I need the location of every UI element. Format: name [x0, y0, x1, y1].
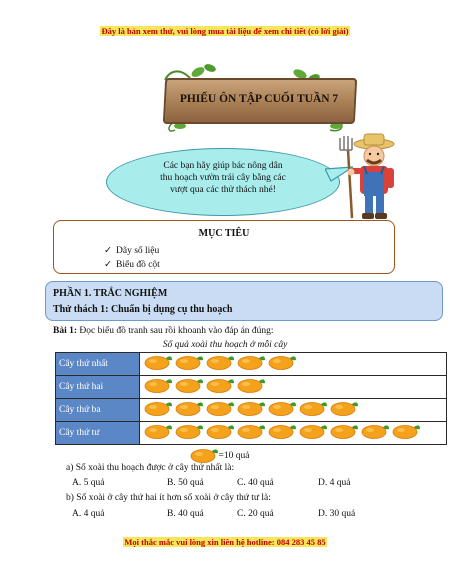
pictograph-row [56, 353, 447, 376]
mango-icon [206, 422, 235, 444]
mango-icon [237, 376, 266, 398]
mango-cell [140, 376, 447, 399]
mango-icon [144, 399, 173, 421]
mango-icon [237, 353, 266, 375]
pictograph-row [56, 376, 447, 399]
mango-icon [268, 422, 297, 439]
mango-icon [268, 353, 297, 375]
goals-title: MỤC TIÊU [198, 228, 250, 239]
mango-icon [175, 399, 204, 416]
mango-icon [206, 422, 235, 439]
goal-item: ✓ Biểu đồ cột [104, 260, 160, 270]
tree-label: Cây thứ ba [56, 399, 140, 422]
bubble-text: Các bạn hãy giúp bác nông dân thu hoạch vườn trái cây bằng các vượt qua các thử thách nhé! [160, 161, 286, 195]
mango-icon [190, 446, 219, 463]
mango-icon [330, 422, 359, 444]
preview-notice: Đây là bản xem thử, vui lòng mua tài liệu để xem chi tiết (có lời giải) [101, 26, 349, 36]
mango-icon [206, 399, 235, 416]
mango-icon [144, 376, 173, 393]
mango-icon [175, 399, 204, 421]
mango-icon [268, 399, 297, 421]
mango-icon [175, 422, 204, 439]
sub-question-b: b) Số xoài ở cây thứ hai ít hơn số xoài ở cây thứ tư là: [66, 493, 271, 503]
question-1: Bài 1: Đọc biểu đồ tranh sau rồi khoanh vào đáp án đúng: [53, 326, 274, 336]
worksheet-title: PHIẾU ÔN TẬP CUỐI TUẦN 7 [179, 93, 339, 105]
farmer-illustration [334, 130, 406, 222]
section-header [45, 281, 443, 321]
part-title: PHẦN 1. TRẮC NGHIỆM [53, 288, 168, 299]
goal-item: ✓ Dãy số liệu [104, 246, 160, 256]
option[interactable]: D. 30 quả [318, 509, 356, 519]
chart-title: Số quả xoài thu hoạch ở mỗi cây [162, 340, 288, 350]
mango-icon [144, 376, 173, 398]
mango-icon [237, 422, 266, 439]
mango-icon [206, 376, 235, 398]
mango-icon [206, 353, 235, 370]
challenge-title: Thử thách 1: Chuẩn bị dụng cụ thu hoạch [53, 304, 233, 315]
mango-icon [299, 422, 328, 439]
mango-icon [144, 353, 173, 370]
mango-cell [140, 399, 447, 422]
option[interactable]: C. 20 quả [237, 509, 274, 519]
mango-icon [144, 353, 173, 375]
mango-icon [237, 399, 266, 421]
option[interactable]: A. 5 quả [72, 478, 105, 488]
mango-icon [392, 422, 421, 444]
mango-icon [299, 399, 328, 421]
pictograph-row [56, 422, 447, 445]
mango-icon [299, 422, 328, 444]
mango-icon [361, 422, 390, 439]
mango-cell [140, 422, 447, 445]
pictograph-row [56, 399, 447, 422]
check-icon: ✓ [104, 260, 112, 270]
mango-icon [392, 422, 421, 439]
mango-icon [237, 422, 266, 444]
mango-icon [144, 399, 173, 416]
mango-icon [175, 353, 204, 370]
mango-icon [206, 353, 235, 375]
mango-icon [330, 422, 359, 439]
tree-label: Cây thứ nhất [56, 353, 140, 376]
hotline-notice: Mọi thắc mắc vui lòng xin liên hệ hotline: 084 283 45 85 [124, 537, 326, 547]
mango-icon [237, 399, 266, 416]
mango-icon [206, 399, 235, 421]
mango-icon [330, 399, 359, 416]
option[interactable]: D. 4 quả [318, 478, 351, 488]
mango-icon [237, 376, 266, 393]
mango-icon [237, 353, 266, 370]
mango-icon [144, 422, 173, 439]
mango-icon [268, 399, 297, 416]
tree-label: Cây thứ hai [56, 376, 140, 399]
mango-cell [140, 353, 447, 376]
mango-icon [175, 353, 204, 375]
mango-icon [268, 353, 297, 370]
option[interactable]: C. 40 quả [237, 478, 274, 488]
mango-icon [175, 376, 204, 398]
check-icon: ✓ [104, 246, 112, 256]
mango-icon [175, 422, 204, 444]
option[interactable]: B. 50 quả [167, 478, 204, 488]
pictograph-table [55, 352, 447, 467]
mango-icon [268, 422, 297, 444]
mango-icon [330, 399, 359, 421]
mango-icon [206, 376, 235, 393]
legend-text: =10 quả [218, 451, 250, 461]
mango-icon [144, 422, 173, 444]
mango-icon [175, 376, 204, 393]
sub-question-a: a) Số xoài thu hoạch được ở cây thứ nhất là: [66, 463, 235, 473]
mango-icon [361, 422, 390, 444]
option[interactable]: A. 4 quả [72, 509, 105, 519]
option[interactable]: B. 40 quả [167, 509, 204, 519]
tree-label: Cây thứ tư [56, 422, 140, 445]
mango-icon [299, 399, 328, 416]
